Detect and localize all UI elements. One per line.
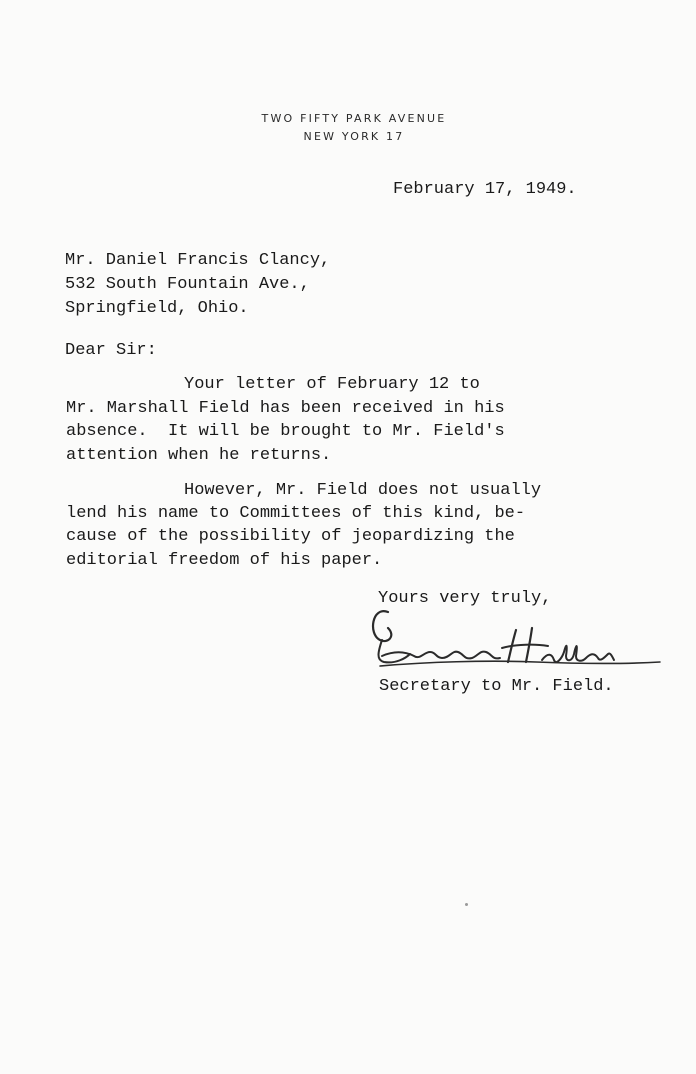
letterhead-city: NEW YORK 17: [303, 130, 405, 143]
recipient-name: Mr. Daniel Francis Clancy,: [65, 251, 331, 270]
body-line: absence. It will be brought to Mr. Field's: [66, 422, 505, 441]
handwritten-signature: [366, 600, 666, 680]
body-line: lend his name to Committees of this kind, be-: [66, 504, 526, 523]
body-line: Your letter of February 12 to: [184, 375, 480, 394]
body-line: Mr. Marshall Field has been received in his: [66, 399, 505, 418]
salutation: Dear Sir:: [65, 341, 157, 360]
letterhead-address: TWO FIFTY PARK AVENUE: [261, 112, 447, 125]
body-line: However, Mr. Field does not usually: [184, 481, 542, 500]
recipient-street: 532 South Fountain Ave.,: [65, 275, 310, 294]
recipient-city: Springfield, Ohio.: [65, 299, 249, 318]
paper-speck: [465, 903, 468, 906]
body-line: cause of the possibility of jeopardizing the: [66, 527, 515, 546]
body-line: attention when he returns.: [66, 446, 332, 465]
closing: Yours very truly,: [378, 589, 552, 608]
letter-date: February 17, 1949.: [393, 180, 577, 199]
body-line: editorial freedom of his paper.: [66, 551, 383, 570]
signature-title: Secretary to Mr. Field.: [379, 677, 614, 696]
